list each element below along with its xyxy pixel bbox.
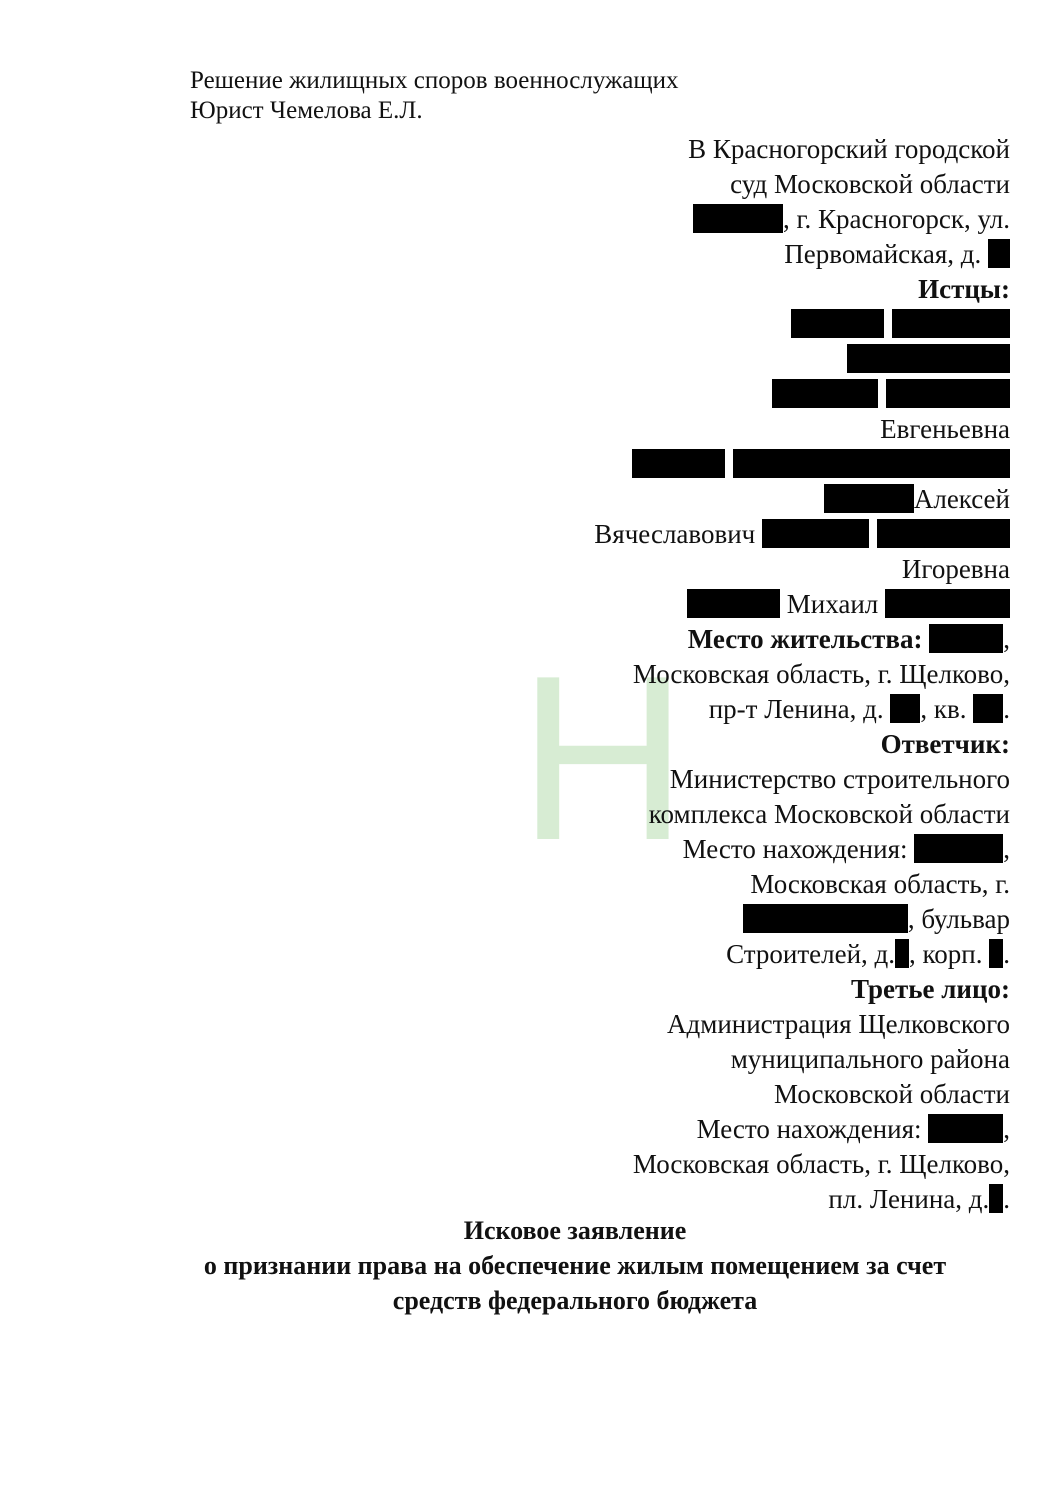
redaction-box bbox=[890, 694, 920, 723]
third-party-location-line-3: пл. Ленина, д. . bbox=[828, 1184, 1010, 1214]
court-line-3: , г. Красногорск, ул. bbox=[390, 202, 1010, 237]
redaction-box bbox=[914, 834, 1003, 863]
plaintiffs-heading: Истцы: bbox=[918, 274, 1010, 304]
addressee-block bbox=[390, 132, 1010, 1217]
defendant-location-line-2: Московская область, г. bbox=[750, 869, 1010, 899]
plaintiff-name-line-8: Игоревна bbox=[901, 554, 1010, 584]
redaction-box bbox=[885, 589, 1010, 618]
plaintiff-redacted-line-2 bbox=[390, 342, 1010, 377]
defendant-location-line-4: Строителей, д. , корп. . bbox=[726, 939, 1010, 969]
defendant-location-line-1: Место нахождения: , bbox=[682, 834, 1010, 864]
title-line-2: о признании права на обеспечение жилым помещением за счет bbox=[203, 1251, 947, 1280]
redaction-box bbox=[988, 239, 1010, 268]
title-line-1: Исковое заявление bbox=[463, 1216, 687, 1245]
redaction-box bbox=[989, 1184, 1003, 1213]
third-party-location-line-2: Московская область, г. Щелково, bbox=[632, 1149, 1010, 1179]
redaction-box bbox=[693, 204, 783, 233]
defendant-name-line-1: Министерство строительного bbox=[669, 764, 1010, 794]
defendant-name-line-2: комплекса Московской области bbox=[648, 799, 1010, 829]
plaintiff-redacted-line-5 bbox=[390, 447, 1010, 482]
plaintiff-name-line-4: Евгеньевна bbox=[880, 414, 1010, 444]
redaction-box bbox=[895, 939, 909, 968]
third-party-location-line-1: Место нахождения: , bbox=[696, 1114, 1010, 1144]
plaintiff-name-line-7: Вячеславович bbox=[390, 517, 1010, 552]
third-party-heading: Третье лицо: bbox=[850, 974, 1010, 1004]
redaction-box bbox=[733, 449, 1010, 478]
plaintiff-name-line-9: Михаил bbox=[390, 587, 1010, 622]
header-line-2: Юрист Чемелова Е.Л. bbox=[190, 97, 423, 124]
court-line-1: В Красногорский городской bbox=[688, 134, 1010, 164]
redaction-box bbox=[892, 309, 1010, 338]
plaintiff-redacted-line-1 bbox=[390, 307, 1010, 342]
redaction-box bbox=[762, 519, 869, 548]
defendant-heading: Ответчик: bbox=[880, 729, 1010, 759]
court-line-4: Первомайская, д. bbox=[390, 237, 1010, 272]
residence-line-1: Место жительства: , bbox=[687, 624, 1010, 654]
redaction-box bbox=[791, 309, 884, 338]
redaction-box bbox=[824, 484, 914, 513]
redaction-box bbox=[687, 589, 780, 618]
redaction-box bbox=[929, 624, 1003, 653]
redaction-box bbox=[632, 449, 725, 478]
defendant-location-line-3: , бульвар bbox=[390, 902, 1010, 937]
court-line-2: суд Московской области bbox=[730, 169, 1010, 199]
plaintiff-redacted-line-3 bbox=[390, 377, 1010, 412]
redaction-box bbox=[989, 939, 1003, 968]
residence-line-3: пр-т Ленина, д. , кв. . bbox=[708, 694, 1010, 724]
redaction-box bbox=[743, 904, 908, 933]
document-title bbox=[120, 1213, 1030, 1318]
redaction-box bbox=[847, 344, 1010, 373]
watermark: H bbox=[518, 626, 688, 889]
redaction-box bbox=[772, 379, 878, 408]
plaintiff-name-line-6: Алексей bbox=[390, 482, 1010, 517]
residence-line-2: Московская область, г. Щелково, bbox=[632, 659, 1010, 689]
third-party-name-line-3: Московской области bbox=[773, 1079, 1010, 1109]
redaction-box bbox=[886, 379, 1010, 408]
redaction-box bbox=[877, 519, 1010, 548]
header-line-1: Решение жилищных споров военнослужащих bbox=[190, 67, 679, 94]
redaction-box bbox=[973, 694, 1003, 723]
third-party-name-line-1: Администрация Щелковского bbox=[667, 1009, 1010, 1039]
third-party-name-line-2: муниципального района bbox=[730, 1044, 1010, 1074]
document-header bbox=[190, 66, 679, 126]
redaction-box bbox=[928, 1114, 1003, 1143]
title-line-3: средств федерального бюджета bbox=[392, 1286, 758, 1315]
